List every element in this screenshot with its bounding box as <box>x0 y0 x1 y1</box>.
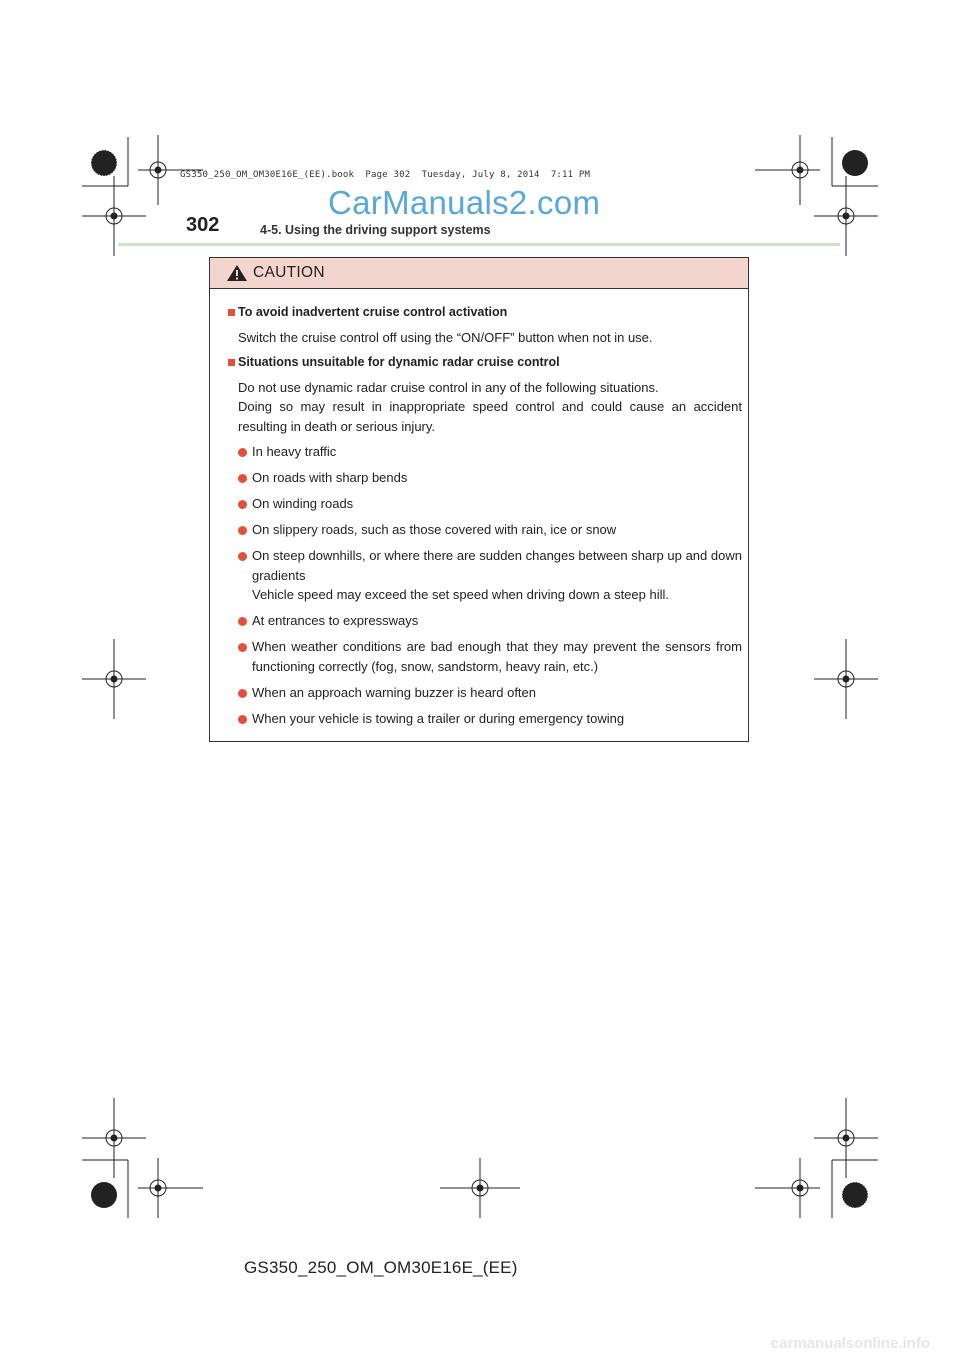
page-number: 302 <box>186 214 220 236</box>
print-header: GS350_250_OM_OM30E16E_(EE).book Page 302 Tuesday, July 8, 2014 7:11 PM <box>180 170 591 180</box>
caution-box <box>209 257 749 742</box>
situation-list <box>228 442 742 728</box>
square-bullet-icon <box>228 309 235 316</box>
bullet-dot-icon <box>238 643 247 652</box>
bullet-dot-icon <box>238 552 247 561</box>
square-bullet-icon <box>228 359 235 366</box>
bullet-dot-icon <box>238 526 247 535</box>
caution-label: CAUTION <box>253 264 325 281</box>
caution-header <box>210 258 748 289</box>
list-item: On steep downhills, or where there are sudden changes between sharp up and down gradients Vehicle speed may exceed the set speed when driving down a steep hill. <box>238 546 742 605</box>
bullet-dot-icon <box>238 715 247 724</box>
section-heading: Situations unsuitable for dynamic radar cruise control <box>228 353 742 373</box>
list-item: When your vehicle is towing a trailer or during emergency towing <box>238 709 742 729</box>
caution-body <box>210 289 748 728</box>
section-text: Switch the cruise control off using the “ON/OFF” button when not in use. <box>238 329 653 345</box>
footer-document-code: GS350_250_OM_OM30E16E_(EE) <box>244 1258 518 1277</box>
warning-triangle-icon <box>226 264 248 282</box>
bullet-dot-icon <box>238 448 247 457</box>
bullet-note: Vehicle speed may exceed the set speed when driving down a steep hill. <box>252 587 669 602</box>
list-item: On winding roads <box>238 494 742 514</box>
header-divider <box>118 243 840 246</box>
bullet-dot-icon <box>238 500 247 509</box>
list-item: In heavy traffic <box>238 442 742 462</box>
watermark-footer: carmanualsonline.info <box>770 1335 930 1352</box>
list-item: At entrances to expressways <box>238 611 742 631</box>
section-heading: To avoid inadvertent cruise control activation <box>228 303 742 323</box>
list-item: When weather conditions are bad enough that they may prevent the sensors from functioning correctly (fog, snow, sandstorm, heavy rain, etc.) <box>238 637 742 676</box>
bullet-dot-icon <box>238 689 247 698</box>
bullet-dot-icon <box>238 474 247 483</box>
section-text: Do not use dynamic radar cruise control in any of the following situations. <box>238 379 659 395</box>
list-item: When an approach warning buzzer is heard often <box>238 683 742 703</box>
list-item: On roads with sharp bends <box>238 468 742 488</box>
section-text: Doing so may result in inappropriate speed control and could cause an accident resulting in death or serious injury. <box>238 399 742 434</box>
list-item: On slippery roads, such as those covered with rain, ice or snow <box>238 520 742 540</box>
section-title: 4-5. Using the driving support systems <box>260 223 491 237</box>
bullet-dot-icon <box>238 617 247 626</box>
watermark-logo: CarManuals2.com <box>328 184 601 221</box>
